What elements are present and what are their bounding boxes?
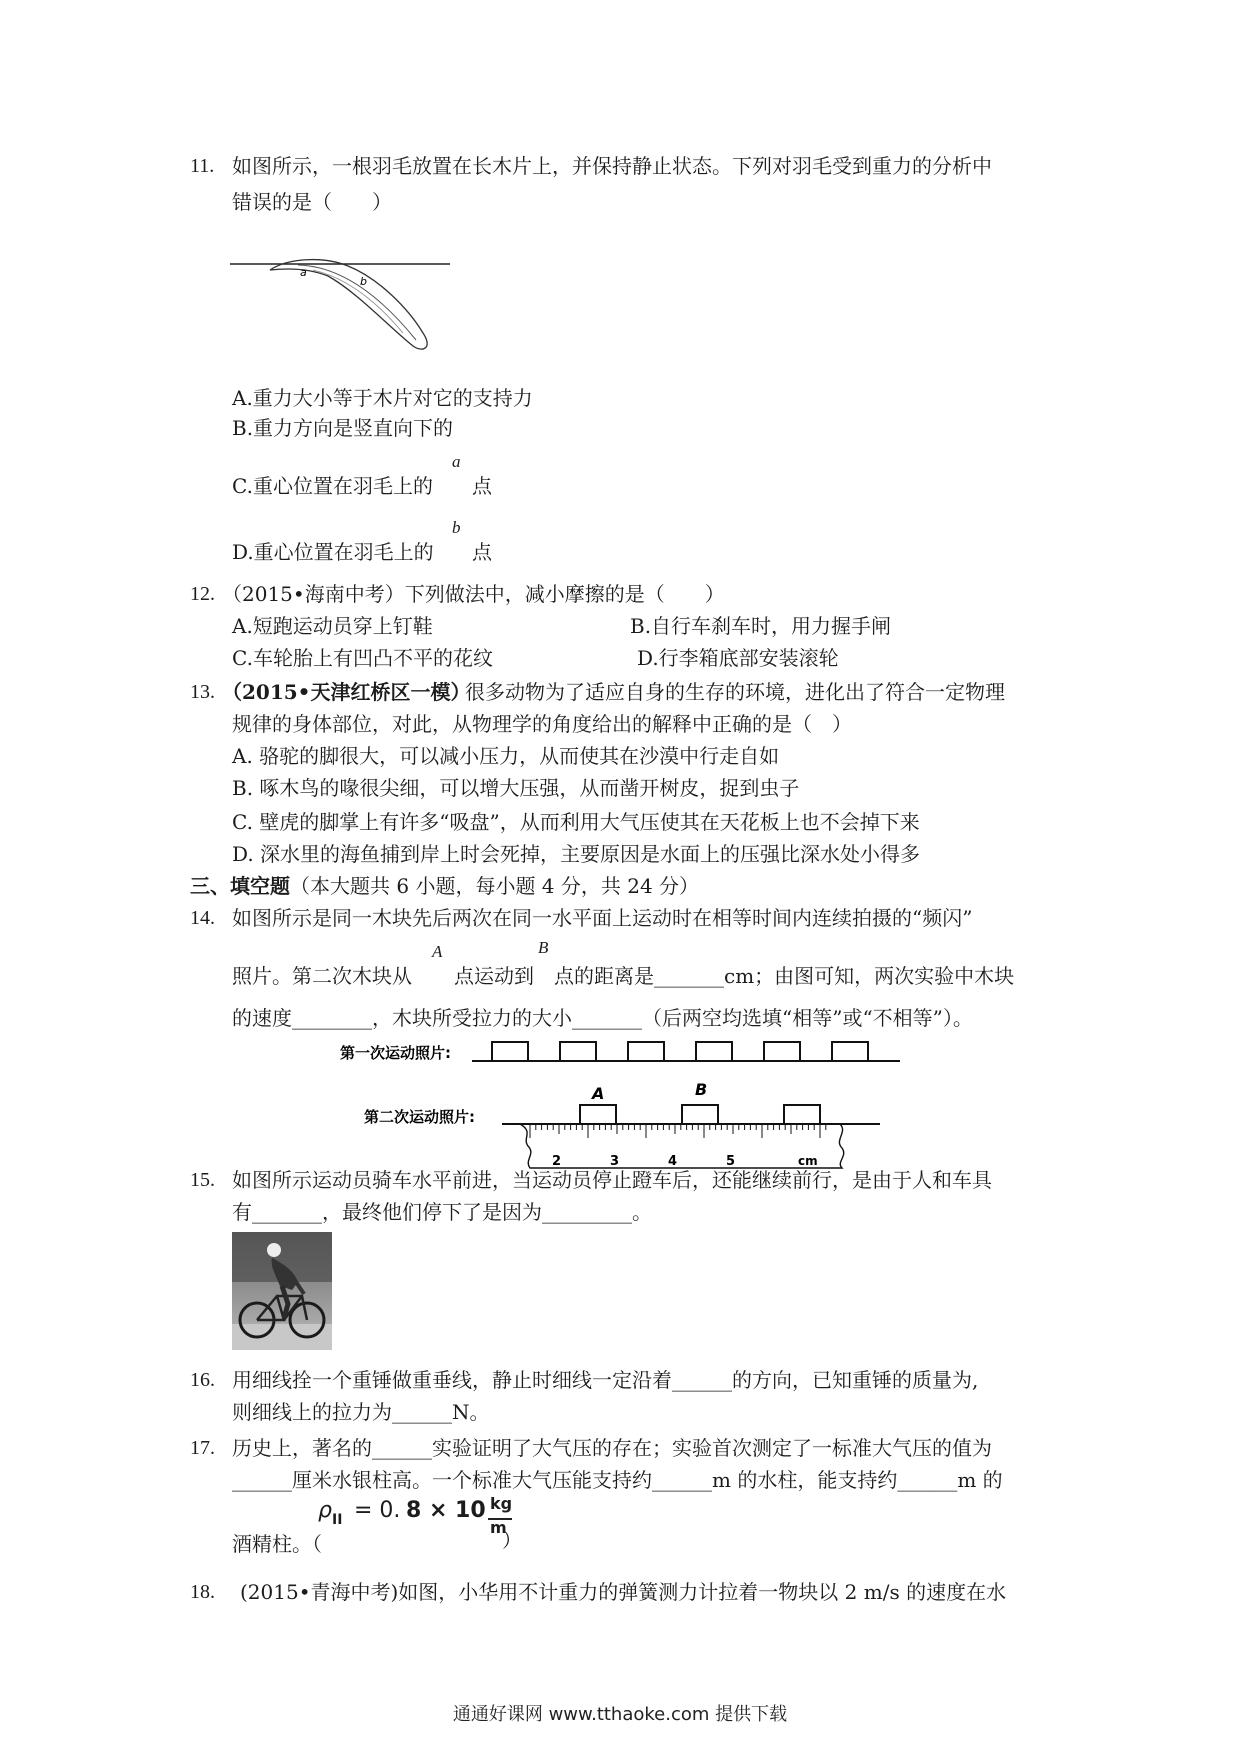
q13-stem-line1: 很多动物为了适应自身的生存的环境，进化出了符合一定物理 [465, 680, 1005, 704]
page-footer: 通通好课网 www.tthaoke.com 提供下载 [452, 1704, 788, 1725]
q11-option-a: A.重力大小等于木片对它的支持力 [232, 386, 533, 410]
q11-fig-label-a: a [300, 266, 307, 279]
section3-desc: （本大题共 6 小题，每小题 4 分，共 24 分） [290, 874, 700, 898]
q12-option-a: A.短跑运动员穿上钉鞋 [232, 614, 433, 638]
q12-option-d: D.行李箱底部安装滚轮 [637, 646, 839, 670]
q14-row2-blocks [580, 1105, 820, 1124]
q13-option-c: C. 壁虎的脚掌上有许多“吸盘”，从而利用大气压使其在天花板上也不会掉下来 [232, 810, 920, 834]
q11-option-d-end: 点 [472, 540, 492, 564]
q14-tick-4: 4 [668, 1154, 678, 1169]
q17-formula-sub: II [332, 1512, 343, 1528]
q14-tick-unit: cm [798, 1154, 818, 1168]
q17-formula-unit-bot: m [490, 1518, 507, 1537]
q17-stem-line3: 酒精柱。（ [232, 1532, 322, 1556]
q11-option-d-var: b [452, 518, 461, 537]
q13-stem-line2: 规律的身体部位，对此，从物理学的角度给出的解释中正确的是（ ） [232, 712, 852, 736]
q12-option-b: B.自行车刹车时，用力握手闸 [630, 614, 892, 638]
q13-option-d: D. 深水里的海鱼捕到岸上时会死掉，主要原因是水面上的压强比深水处小得多 [232, 842, 921, 866]
q11-option-c-end: 点 [472, 474, 492, 498]
q14-tick-5: 5 [726, 1154, 736, 1169]
q11-fig-label-b: b [360, 275, 367, 288]
q13-source: （2015•天津红桥区一模） [222, 680, 471, 704]
q14-block-b-label: B [695, 1080, 708, 1099]
q14-tick-2: 2 [552, 1154, 562, 1169]
q12-number: 12. [190, 583, 215, 605]
q14-stem-line2b: 点运动到 [454, 964, 534, 988]
q16-stem-line1: 用细线拴一个重锤做重垂线，静止时细线一定沿着______的方向，已知重锤的质量为, [232, 1368, 979, 1392]
q14-tick-3: 3 [610, 1154, 620, 1169]
q17-stem-line2: ______厘米水银柱高。一个标准大气压能支持约______m 的水柱，能支持约______m 的 [232, 1468, 1003, 1492]
q13-option-a: A. 骆驼的脚很大，可以减小压力，从而使其在沙漠中行走自如 [232, 744, 780, 768]
q11-stem-line1: 如图所示，一根羽毛放置在长木片上，并保持静止状态。下列对羽毛受到重力的分析中 [232, 154, 992, 178]
q17-stem-line1: 历史上，著名的______实验证明了大气压的存在；实验首次测定了一标准大气压的值为 [232, 1436, 992, 1460]
q13-number: 13. [190, 681, 215, 703]
q14-ruler-ticks [530, 1124, 826, 1138]
q18-stem-line1: (2015•青海中考)如图，小华用不计重力的弹簧测力计拉着一物块以 2 m/s 的速度在水 [240, 1580, 1007, 1604]
q14-row1-blocks [492, 1042, 868, 1061]
q14-number: 14. [190, 907, 215, 929]
q11-feather-figure [228, 248, 458, 358]
q17-density-formula [318, 1496, 528, 1556]
q13-option-b: B. 啄木鸟的喙很尖细，可以增大压强，从而凿开树皮，捉到虫子 [232, 776, 800, 800]
q11-stem-line2: 错误的是（ ） [232, 190, 392, 214]
q17-formula-eq: = 0. [354, 1498, 401, 1523]
q14-block-a-label: A [592, 1084, 605, 1103]
q14-var-a: A [432, 942, 443, 961]
q17-stem-line3-end: ） [502, 1528, 522, 1552]
q14-stem-line2c: 点的距离是_______cm；由图可知，两次实验中木块 [554, 964, 1015, 988]
q17-formula-rho: ρ [318, 1498, 332, 1523]
q14-row1-label: 第一次运动照片: [340, 1044, 451, 1062]
q11-option-b: B.重力方向是竖直向下的 [232, 416, 454, 440]
q15-stem-line1: 如图所示运动员骑车水平前进，当运动员停止蹬车后，还能继续前行，是由于人和车具 [232, 1168, 992, 1192]
q12-option-c: C.车轮胎上有凹凸不平的花纹 [232, 646, 493, 670]
q12-stem: （2015•海南中考）下列做法中，减小摩擦的是（ ） [222, 582, 725, 606]
q11-option-c: C.重心位置在羽毛上的 [232, 474, 433, 498]
q11-option-c-var: a [452, 452, 461, 471]
q16-stem-line2: 则细线上的拉力为______N。 [232, 1400, 490, 1424]
q14-stem-line3: 的速度________，木块所受拉力的大小_______（后两空均选填“相等”或“不相等”）。 [232, 1006, 973, 1030]
q14-row2-label: 第二次运动照片: [364, 1108, 475, 1126]
q15-number: 15. [190, 1169, 215, 1191]
q14-stem-line1: 如图所示是同一木块先后两次在同一水平面上运动时在相等时间内连续拍摄的“频闪” [232, 906, 973, 930]
q17-formula-unit-top: kg [490, 1494, 513, 1513]
q17-number: 17. [190, 1437, 215, 1459]
q18-number: 18. [190, 1581, 215, 1603]
q14-var-b: B [538, 938, 549, 957]
q14-stem-line2a: 照片。第二次木块从 [232, 964, 412, 988]
q15-stem-line2: 有_______，最终他们停下了是因为_________。 [232, 1200, 652, 1224]
section3-title: 三、填空题 [190, 874, 290, 898]
q11-number: 11. [190, 155, 215, 177]
q15-cyclist-photo [232, 1232, 332, 1350]
q11-option-d: D.重心位置在羽毛上的 [232, 540, 434, 564]
q16-number: 16. [190, 1369, 215, 1391]
q17-formula-num: 8 × 10 [406, 1498, 486, 1523]
